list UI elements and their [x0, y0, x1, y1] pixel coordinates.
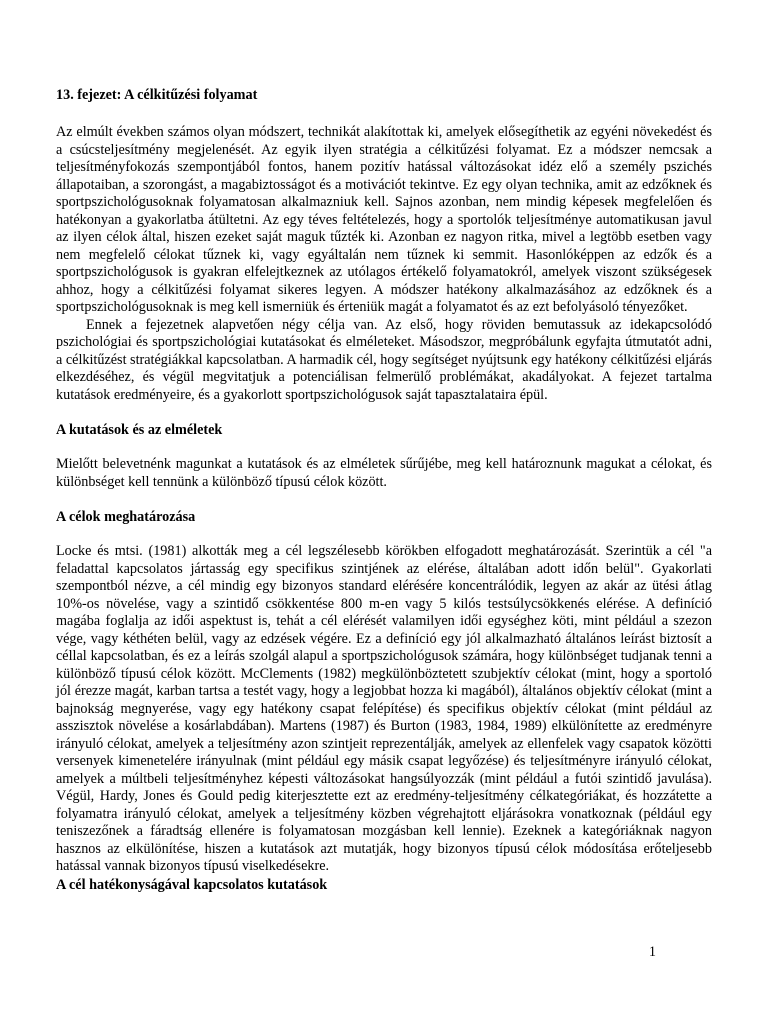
section-title-goals: A célok meghatározása: [56, 509, 196, 525]
spacer: [56, 491, 712, 508]
intro-paragraph-1: Az elmúlt években számos olyan módszert, technikát alakítottak ki, amelyek elősegíthetik az egyéni növekedést és a csúcsteljesítmény megjelenését. Az egyik ilyen stratégia a célkitűzési folyamat. Ez a módszer nemcsak a teljesítményfokozás szempontjából fontos, hanem pozitív hatással változásokat idéz elő a személy pszichés állapotaiban, a szorongást, a magabiztosságot és a motivációt tekintve. Ez egy olyan technika, amit az edzőknek és sportpszichológusoknak folyamatosan alkalmazniuk kell. Sajnos azonban, nem mindig képesek megfelelően és hatékonyan a gyakorlatba átültetni. Az egy téves feltételezés, hogy a sportolók teljesítménye automatikusan javul az ilyen célok által, hiszen ezeket saját maguk tűzték ki. Azonban ez nagyon ritka, mivel a legtöbb esetben vagy nem megfelelő célokat tűznek ki, vagy egyáltalán nem tűznek ki semmit. Hasonlóképpen az edzők és a sportpszichológusok is gyakran elfelejtkeznek az utólagos értékelő folyamatokról, amelyek viszont szükségesek ahhoz, hogy a célkitűzési folyamat sikeres legyen. A módszer hatékony alkalmazásához az edzőknek és a sportpszichológusoknak is meg kell ismerniük és érteniük magát a folyamatot és az ezt befolyásoló tényezőket.: [56, 124, 712, 315]
chapter-title: 13. fejezet: A célkitűzési folyamat: [56, 87, 258, 103]
section-title-research: A kutatások és az elméletek: [56, 422, 223, 438]
intro-paragraph-2: Ennek a fejezetnek alapvetően négy célja van. Az első, hogy röviden bemutassuk az idekapcsolódó pszichológiai és sportpszichológiai kutatásokat és elméleteket. Másodszor, megpróbálunk egyfajta útmutatót adni, a célkitűzést stratégiákkal kapcsolatban. A harmadik cél, hogy segítséget nyújtsunk egy hatékony célkitűzési eljárás elkezdéséhez, és végül megvitatjuk a potenciálisan felmerülő problémákat, akadályokat. A fejezet tartalma kutatások eredményeire, és a gyakorlott sportpszichológusok saját tapasztalataira épül.: [56, 316, 712, 403]
page-number: 1: [648, 944, 656, 960]
goals-paragraph: Locke és mtsi. (1981) alkották meg a cél legszélesebb körökben elfogadott meghatározását. Szerintük a cél "a feladattal kapcsolatos jártasság egy specifikus szintjének az elérése, általában adott időn belül". Gyakorlati szempontból nézve, a cél mindig egy bizonyos standard elérésére koncentrálódik, legyen az akár az ütési átlag 10%-os növelése, vagy a szintidő csökkentése 800 m-en vagy 5 kilós testsúlycsökkenés elérése. A definíció magába foglalja az idői aspektust is, tehát a cél elérését valamilyen idői egységhez köti, mint például a szezon vége, vagy kéthéten belül, vagy az edzések végére. Ez a definíció egy jól alkalmazható általános leírást biztosít a céllal kapcsolatban, és ez a leírás szolgál alapul a sportpszichológusok számára, hogy különbséget tudjanak tenni a különböző típusú célok között. McClements (1982) megkülönböztetett szubjektív célokat (mint, hogy a sportoló jól érezze magát, karban tartsa a testét vagy, hogy a legjobbat hozza ki magából), általános objektív célokat (mint a bajnokság megnyerése, vagy egy hatékony csapat felépítése) és specifikus objektív célokat (mint például az asszisztok növelése a kosárlabdában). Martens (1987) és Burton (1983, 1984, 1989) elkülönítette az eredményre irányuló célokat, amelyek a teljesítmény azon szintjeit reprezentálják, amelyek az ellenfelek vagy csapatok közötti versenyek kimenetelére irányulnak (mint például egy másik csapat legyőzése) és teljesítményre irányuló célokat, amelyek a múltbeli teljesítményhez képesti változásokat hangsúlyozzák (mint például a futói szintidő javulása). Végül, Hardy, Jones és Gould pedig kiterjesztette ezt az eredmény-teljesítmény célkategóriákat, és hozzátette a folyamatra irányuló célokat, amelyek a teljesítmény közben végrehajtott eljárásokra vonatkoznak (például egy teniszezőnek a fáradtság ellenére is folyamatosan mozgásban kell lennie). Ezeknek a kategóriáknak nagyon hasznos az elkülönítése, hiszen a kutatások azt mutatják, hogy bizonyos típusú célok módosítása erőteljesebb hatással vannak bizonyos típusú viselkedésekre.: [56, 543, 712, 874]
research-paragraph: Mielőtt belevetnénk magunkat a kutatások és az elméletek sűrűjébe, meg kell határoznunk magukat a célokat, és különbséget kell tennünk a különböző típusú célok között.: [56, 456, 712, 490]
spacer: [56, 439, 712, 456]
spacer: [56, 404, 712, 421]
section-title-effectiveness: A cél hatékonyságával kapcsolatos kutatások: [56, 876, 328, 893]
spacer: [56, 526, 712, 543]
